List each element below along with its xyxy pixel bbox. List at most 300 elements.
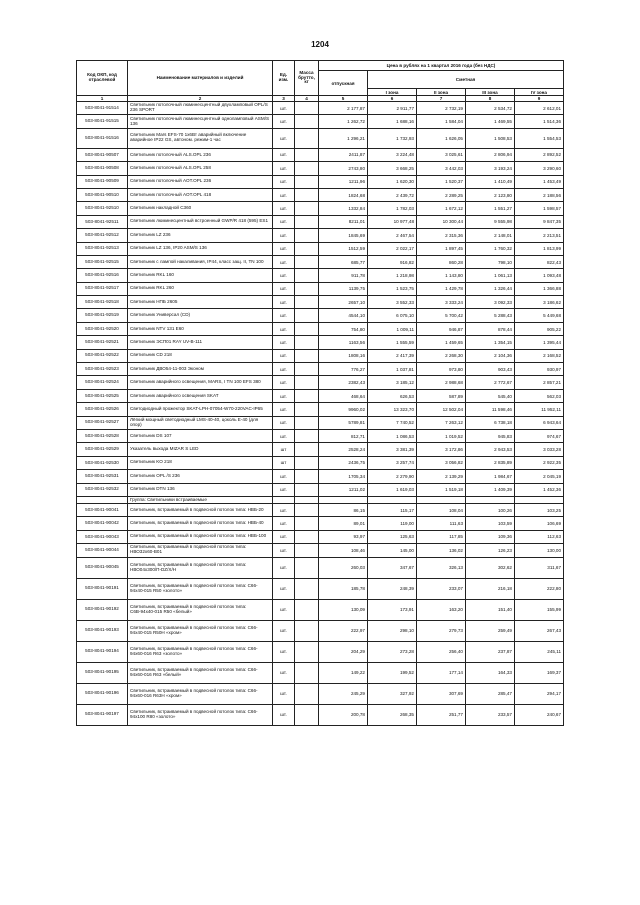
item-name: Светильник потолочный люминесцентный одноламповый ASM/S 136 [128, 115, 273, 128]
item-mass [295, 363, 319, 376]
item-mass [295, 215, 319, 228]
price-release: 149,22 [319, 662, 368, 683]
table-row [77, 389, 564, 402]
price-zone-3: 6 738,18 [466, 416, 515, 429]
item-unit: шт. [273, 683, 295, 704]
item-mass [295, 309, 319, 322]
header-zone-1: I зона [368, 89, 417, 96]
price-zone-4: 562,03 [515, 389, 564, 402]
item-code: 503-8041-91514 [77, 102, 128, 115]
item-unit: шт. [273, 503, 295, 516]
price-release: 2657,10 [319, 296, 368, 309]
price-zone-3: 9 555,98 [466, 215, 515, 228]
item-unit: шт. [273, 175, 295, 188]
item-mass [295, 128, 319, 148]
price-zone-2: 233,07 [417, 578, 466, 599]
price-zone-4: 2 612,01 [515, 102, 564, 115]
item-unit: шт. [273, 470, 295, 483]
price-zone-2: 3 442,03 [417, 162, 466, 175]
item-code: 503-8041-92521 [77, 336, 128, 349]
table-row [77, 309, 564, 322]
price-zone-2: 2 268,30 [417, 349, 466, 362]
price-zone-2: 946,87 [417, 322, 466, 335]
item-code: 503-8041-90041 [77, 503, 128, 516]
price-zone-1: 1 523,75 [368, 282, 417, 295]
price-zone-1: 1 782,03 [368, 202, 417, 215]
price-zone-4: 2 922,35 [515, 456, 564, 469]
table-header [77, 61, 564, 102]
price-zone-4: 9 847,35 [515, 215, 564, 228]
item-name: Светильник, встраиваемый в подвесной потолок типа: С66-94х60-016 R63 «золото» [128, 641, 273, 662]
price-zone-3: 164,33 [466, 662, 515, 683]
table-row [77, 376, 564, 389]
item-unit: шт. [273, 376, 295, 389]
item-name: Светильник LZ 236 [128, 229, 273, 242]
price-zone-3: 285,47 [466, 683, 515, 704]
price-zone-1: 2 417,39 [368, 349, 417, 362]
price-release: 1139,75 [319, 282, 368, 295]
price-release: 2 177,87 [319, 102, 368, 115]
price-zone-2: 2 289,25 [417, 188, 466, 201]
table-row [77, 349, 564, 362]
item-code: 503-8041-90193 [77, 620, 128, 641]
price-zone-2: 1 520,37 [417, 175, 466, 188]
colnum: 7 [417, 96, 466, 102]
price-zone-1: 115,17 [368, 503, 417, 516]
item-unit: шт. [273, 429, 295, 442]
price-zone-1: 3 257,74 [368, 456, 417, 469]
item-code: 503-8041-92524 [77, 376, 128, 389]
item-unit: шт. [273, 188, 295, 201]
price-zone-1: 199,52 [368, 662, 417, 683]
price-zone-3: 259,49 [466, 620, 515, 641]
price-zone-3: 2 148,01 [466, 229, 515, 242]
colnum: 5 [319, 96, 368, 102]
price-zone-1: 916,82 [368, 255, 417, 268]
price-zone-1: 1 619,03 [368, 483, 417, 496]
price-zone-1: 6 075,10 [368, 309, 417, 322]
price-zone-2: 3 056,82 [417, 456, 466, 469]
item-code: 503-8041-90195 [77, 662, 128, 683]
header-zone-3: III зона [466, 89, 515, 96]
price-zone-4: 3 186,62 [515, 296, 564, 309]
price-zone-3: 1 410,49 [466, 175, 515, 188]
item-name: Светильник OPL /S 236 [128, 470, 273, 483]
price-zone-3: 2 943,53 [466, 443, 515, 456]
price-zone-3: 5 288,43 [466, 309, 515, 322]
item-mass [295, 188, 319, 201]
price-release: 2411,87 [319, 148, 368, 161]
price-zone-1: 273,28 [368, 641, 417, 662]
item-name: Светильник ЭСП01 RAY UV-B-111 [128, 336, 273, 349]
price-release: 911,78 [319, 269, 368, 282]
price-zone-1: 173,91 [368, 599, 417, 620]
table-row [77, 175, 564, 188]
price-zone-3: 2 806,94 [466, 148, 515, 161]
price-zone-4: 1 093,48 [515, 269, 564, 282]
item-mass [295, 162, 319, 175]
table-row [77, 322, 564, 335]
empty-cell [319, 496, 368, 503]
price-release: 468,64 [319, 389, 368, 402]
price-release: 185,78 [319, 578, 368, 599]
table-row [77, 128, 564, 148]
price-zone-1: 3 185,12 [368, 376, 417, 389]
price-zone-1: 7 740,52 [368, 416, 417, 429]
item-code: 503-8041-92516 [77, 269, 128, 282]
item-unit: шт. [273, 242, 295, 255]
price-zone-2: 1 019,52 [417, 429, 466, 442]
empty-cell [295, 496, 319, 503]
price-zone-4: 155,99 [515, 599, 564, 620]
price-release: 1163,56 [319, 336, 368, 349]
item-mass [295, 255, 319, 268]
table-row [77, 530, 564, 543]
price-zone-4: 2 168,52 [515, 349, 564, 362]
price-zone-2: 3 172,86 [417, 443, 466, 456]
item-unit: шт. [273, 282, 295, 295]
price-zone-1: 1 555,59 [368, 336, 417, 349]
price-zone-4: 222,80 [515, 578, 564, 599]
price-zone-3: 3 092,33 [466, 296, 515, 309]
price-zone-3: 1 984,67 [466, 470, 515, 483]
item-unit: шт. [273, 544, 295, 557]
price-zone-2: 3 333,24 [417, 296, 466, 309]
price-zone-4: 905,22 [515, 322, 564, 335]
item-name: Светильник, встраиваемый в подвесной потолок типа: НВБ-20 [128, 503, 273, 516]
price-zone-2: 1 897,45 [417, 242, 466, 255]
page-number: 1204 [311, 40, 329, 49]
item-mass [295, 416, 319, 429]
price-zone-2: 1 519,18 [417, 483, 466, 496]
item-name: Светильник NTV 131 E60 [128, 322, 273, 335]
table-row [77, 416, 564, 429]
item-mass [295, 704, 319, 725]
price-zone-4: 103,25 [515, 503, 564, 516]
table-row [77, 578, 564, 599]
item-code: 503-8041-92517 [77, 282, 128, 295]
item-unit: шт. [273, 229, 295, 242]
price-zone-1: 298,10 [368, 620, 417, 641]
price-zone-2: 12 502,04 [417, 403, 466, 416]
table-row [77, 557, 564, 578]
item-unit: шт. [273, 620, 295, 641]
item-unit: шт. [273, 704, 295, 725]
price-release: 1808,16 [319, 349, 368, 362]
price-zone-4: 3 033,28 [515, 443, 564, 456]
price-zone-4: 169,37 [515, 662, 564, 683]
item-name: Лёгкий мощный светодиодный LMS-40-40, цоколь Е-40 (для опор) [128, 416, 273, 429]
price-zone-3: 1 469,55 [466, 115, 515, 128]
item-name: Светильник, встраиваемый в подвесной потолок типа: С66-94х60-016 R63 «белый» [128, 662, 273, 683]
price-release: 776,27 [319, 363, 368, 376]
price-zone-3: 1 409,39 [466, 483, 515, 496]
table-row [77, 215, 564, 228]
price-release: 812,71 [319, 429, 368, 442]
item-unit: шт. [273, 662, 295, 683]
item-unit: шт [273, 443, 295, 456]
item-mass [295, 296, 319, 309]
colnum: 6 [368, 96, 417, 102]
price-zone-1: 626,53 [368, 389, 417, 402]
item-code: 503-8041-90191 [77, 578, 128, 599]
price-zone-2: 587,89 [417, 389, 466, 402]
price-zone-4: 1 366,88 [515, 282, 564, 295]
price-zone-4: 2 188,56 [515, 188, 564, 201]
item-code: 503-8041-91516 [77, 128, 128, 148]
item-unit: шт. [273, 309, 295, 322]
item-mass [295, 517, 319, 530]
table-row [77, 544, 564, 557]
item-code: 503-8041-91515 [77, 115, 128, 128]
item-unit: шт. [273, 336, 295, 349]
price-zone-4: 245,11 [515, 641, 564, 662]
price-release: 1 296,21 [319, 128, 368, 148]
price-zone-2: 163,20 [417, 599, 466, 620]
price-zone-3: 903,43 [466, 363, 515, 376]
table-row [77, 202, 564, 215]
item-code: 503-8041-90042 [77, 517, 128, 530]
item-mass [295, 483, 319, 496]
item-name: Светильник, встраиваемый в подвесной потолок типа: С6В-94х40-015 R50 «белый» [128, 599, 273, 620]
item-name: Светильник, встраиваемый в подвесной потолок типа: НВБ-100 [128, 530, 273, 543]
item-mass [295, 242, 319, 255]
price-zone-2: 5 700,42 [417, 309, 466, 322]
item-code: 503-8041-90045 [77, 557, 128, 578]
price-zone-3: 1 508,53 [466, 128, 515, 148]
price-zone-3: 2 835,89 [466, 456, 515, 469]
item-code: 503-8041-92522 [77, 349, 128, 362]
price-zone-4: 1 598,57 [515, 202, 564, 215]
price-release: 9960,02 [319, 403, 368, 416]
item-name: Светильник аварийного освещения, MARS, I ТN 100 EFS 380 [128, 376, 273, 389]
table-row [77, 242, 564, 255]
colnum: 2 [128, 96, 273, 102]
header-zone-2: II зона [417, 89, 466, 96]
price-zone-3: 2 772,67 [466, 376, 515, 389]
item-name: Светильник ДВО54-11-003 Эконом [128, 363, 273, 376]
item-unit: шт. [273, 115, 295, 128]
item-unit: шт. [273, 202, 295, 215]
price-zone-1: 347,67 [368, 557, 417, 578]
price-zone-4: 2 857,21 [515, 376, 564, 389]
price-release: 1332,84 [319, 202, 368, 215]
table-row [77, 336, 564, 349]
item-unit: шт. [273, 322, 295, 335]
item-unit: шт. [273, 296, 295, 309]
price-zone-2: 2 988,68 [417, 376, 466, 389]
item-code: 503-8041-92532 [77, 483, 128, 496]
price-zone-3: 216,18 [466, 578, 515, 599]
item-mass [295, 620, 319, 641]
item-mass [295, 578, 319, 599]
item-name: Светильник KO 218 [128, 456, 273, 469]
item-code: 503-8041-92523 [77, 363, 128, 376]
price-zone-3: 2 123,80 [466, 188, 515, 201]
item-unit: шт. [273, 416, 295, 429]
price-zone-1: 3 552,33 [368, 296, 417, 309]
item-name: Светильник НПБ 2605 [128, 296, 273, 309]
item-name: Светильник DS 107 [128, 429, 273, 442]
price-zone-3: 302,62 [466, 557, 515, 578]
item-code: 503-8041-92513 [77, 242, 128, 255]
price-zone-2: 973,80 [417, 363, 466, 376]
item-unit: шт. [273, 269, 295, 282]
price-zone-3: 1 061,13 [466, 269, 515, 282]
price-zone-4: 5 449,68 [515, 309, 564, 322]
item-mass [295, 148, 319, 161]
group-row [77, 496, 564, 503]
item-mass [295, 662, 319, 683]
item-code: 503-8041-90043 [77, 530, 128, 543]
item-unit: шт [273, 456, 295, 469]
price-zone-3: 2 104,36 [466, 349, 515, 362]
header-unit: Ед. изм. [273, 61, 295, 96]
empty-cell [417, 496, 466, 503]
item-name: Светильник CD 218 [128, 349, 273, 362]
item-unit: шт. [273, 349, 295, 362]
item-mass [295, 443, 319, 456]
item-name: Светильник потолочный AOT.OPL 236 [128, 175, 273, 188]
item-mass [295, 456, 319, 469]
empty-cell [273, 496, 295, 503]
price-zone-4: 294,17 [515, 683, 564, 704]
item-unit: шт. [273, 403, 295, 416]
item-name: Светильник DTN 136 [128, 483, 273, 496]
item-name: Светильник потолочный ALS.OPL 236 [128, 148, 273, 161]
price-zone-1: 327,92 [368, 683, 417, 704]
price-zone-3: 945,83 [466, 429, 515, 442]
price-zone-1: 13 323,70 [368, 403, 417, 416]
price-zone-4: 822,43 [515, 255, 564, 268]
price-zone-1: 2 911,77 [368, 102, 417, 115]
price-zone-3: 151,40 [466, 599, 515, 620]
price-release: 93,97 [319, 530, 368, 543]
price-zone-2: 10 300,44 [417, 215, 466, 228]
price-zone-4: 974,67 [515, 429, 564, 442]
price-zone-2: 256,40 [417, 641, 466, 662]
header-name: Наименование материалов и изделий [128, 61, 273, 96]
price-release: 5789,81 [319, 416, 368, 429]
item-mass [295, 282, 319, 295]
item-code: 503-8041-90508 [77, 162, 128, 175]
item-mass [295, 683, 319, 704]
price-zone-1: 268,35 [368, 704, 417, 725]
item-mass [295, 544, 319, 557]
item-mass [295, 322, 319, 335]
header-zone-4: IV зона [515, 89, 564, 96]
colnum: 1 [77, 96, 128, 102]
price-release: 1 262,72 [319, 115, 368, 128]
item-unit: шт. [273, 389, 295, 402]
item-code: 503-8041-92525 [77, 389, 128, 402]
table-row [77, 517, 564, 530]
price-release: 200,78 [319, 704, 368, 725]
item-code: 503-8041-92527 [77, 416, 128, 429]
item-code: 503-8041-92529 [77, 443, 128, 456]
price-zone-3: 1 551,27 [466, 202, 515, 215]
price-zone-4: 11 952,11 [515, 403, 564, 416]
price-zone-4: 112,63 [515, 530, 564, 543]
item-unit: шт. [273, 102, 295, 115]
price-zone-1: 2 022,17 [368, 242, 417, 255]
item-code: 503-8041-92520 [77, 322, 128, 335]
price-zone-4: 2 213,51 [515, 229, 564, 242]
item-name: Светильник аварийного освещения SKAT [128, 389, 273, 402]
price-zone-4: 1 395,44 [515, 336, 564, 349]
item-code: 503-8041-90196 [77, 683, 128, 704]
price-release: 245,29 [319, 683, 368, 704]
item-code: 503-8041-90044 [77, 544, 128, 557]
price-zone-3: 103,59 [466, 517, 515, 530]
price-zone-1: 3 381,39 [368, 443, 417, 456]
price-zone-4: 3 290,60 [515, 162, 564, 175]
price-release: 1824,68 [319, 188, 368, 201]
item-name: Светильник Универсал (CD) [128, 309, 273, 322]
price-zone-2: 108,04 [417, 503, 466, 516]
item-code: 503-8041-92511 [77, 215, 128, 228]
price-zone-3: 1 760,32 [466, 242, 515, 255]
price-zone-2: 111,63 [417, 517, 466, 530]
item-unit: шт. [273, 530, 295, 543]
price-zone-2: 117,85 [417, 530, 466, 543]
price-release: 260,03 [319, 557, 368, 578]
table-row [77, 403, 564, 416]
table-row [77, 269, 564, 282]
table-row [77, 188, 564, 201]
price-zone-2: 7 263,12 [417, 416, 466, 429]
price-release: 685,77 [319, 255, 368, 268]
price-zone-4: 311,67 [515, 557, 564, 578]
price-zone-2: 1 626,05 [417, 128, 466, 148]
price-zone-1: 3 224,48 [368, 148, 417, 161]
price-zone-4: 267,43 [515, 620, 564, 641]
item-name: Светильник RKL 260 [128, 282, 273, 295]
empty-cell [368, 496, 417, 503]
price-zone-1: 1 009,11 [368, 322, 417, 335]
item-code: 503-8041-90509 [77, 175, 128, 188]
item-name: Светильник Mars EFS-70 1х6Вт аварийный включение аварийное IP22 GS, автоном. режим-1 час [128, 128, 273, 148]
price-release: 754,80 [319, 322, 368, 335]
table-row [77, 470, 564, 483]
price-release: 2528,24 [319, 443, 368, 456]
item-name: Светильник, встраиваемый в подвесной потолок типа: НВБ-40 [128, 517, 273, 530]
item-name: Светильник RKL 160 [128, 269, 273, 282]
price-zone-3: 126,23 [466, 544, 515, 557]
price-zone-2: 307,69 [417, 683, 466, 704]
item-mass [295, 641, 319, 662]
price-release: 130,09 [319, 599, 368, 620]
table-row [77, 363, 564, 376]
price-zone-2: 2 315,36 [417, 229, 466, 242]
table-row [77, 641, 564, 662]
price-zone-2: 177,14 [417, 662, 466, 683]
price-release: 89,01 [319, 517, 368, 530]
item-unit: шт. [273, 255, 295, 268]
price-zone-1: 145,00 [368, 544, 417, 557]
table-row [77, 102, 564, 115]
table-row [77, 255, 564, 268]
table-row [77, 483, 564, 496]
item-code: 503-8041-90192 [77, 599, 128, 620]
price-zone-1: 1 620,30 [368, 175, 417, 188]
item-code: 503-8041-92526 [77, 403, 128, 416]
item-mass [295, 530, 319, 543]
price-release: 86,15 [319, 503, 368, 516]
price-zone-3: 878,44 [466, 322, 515, 335]
item-name: Светильник потолочный AOT.OPL 418 [128, 188, 273, 201]
item-mass [295, 503, 319, 516]
